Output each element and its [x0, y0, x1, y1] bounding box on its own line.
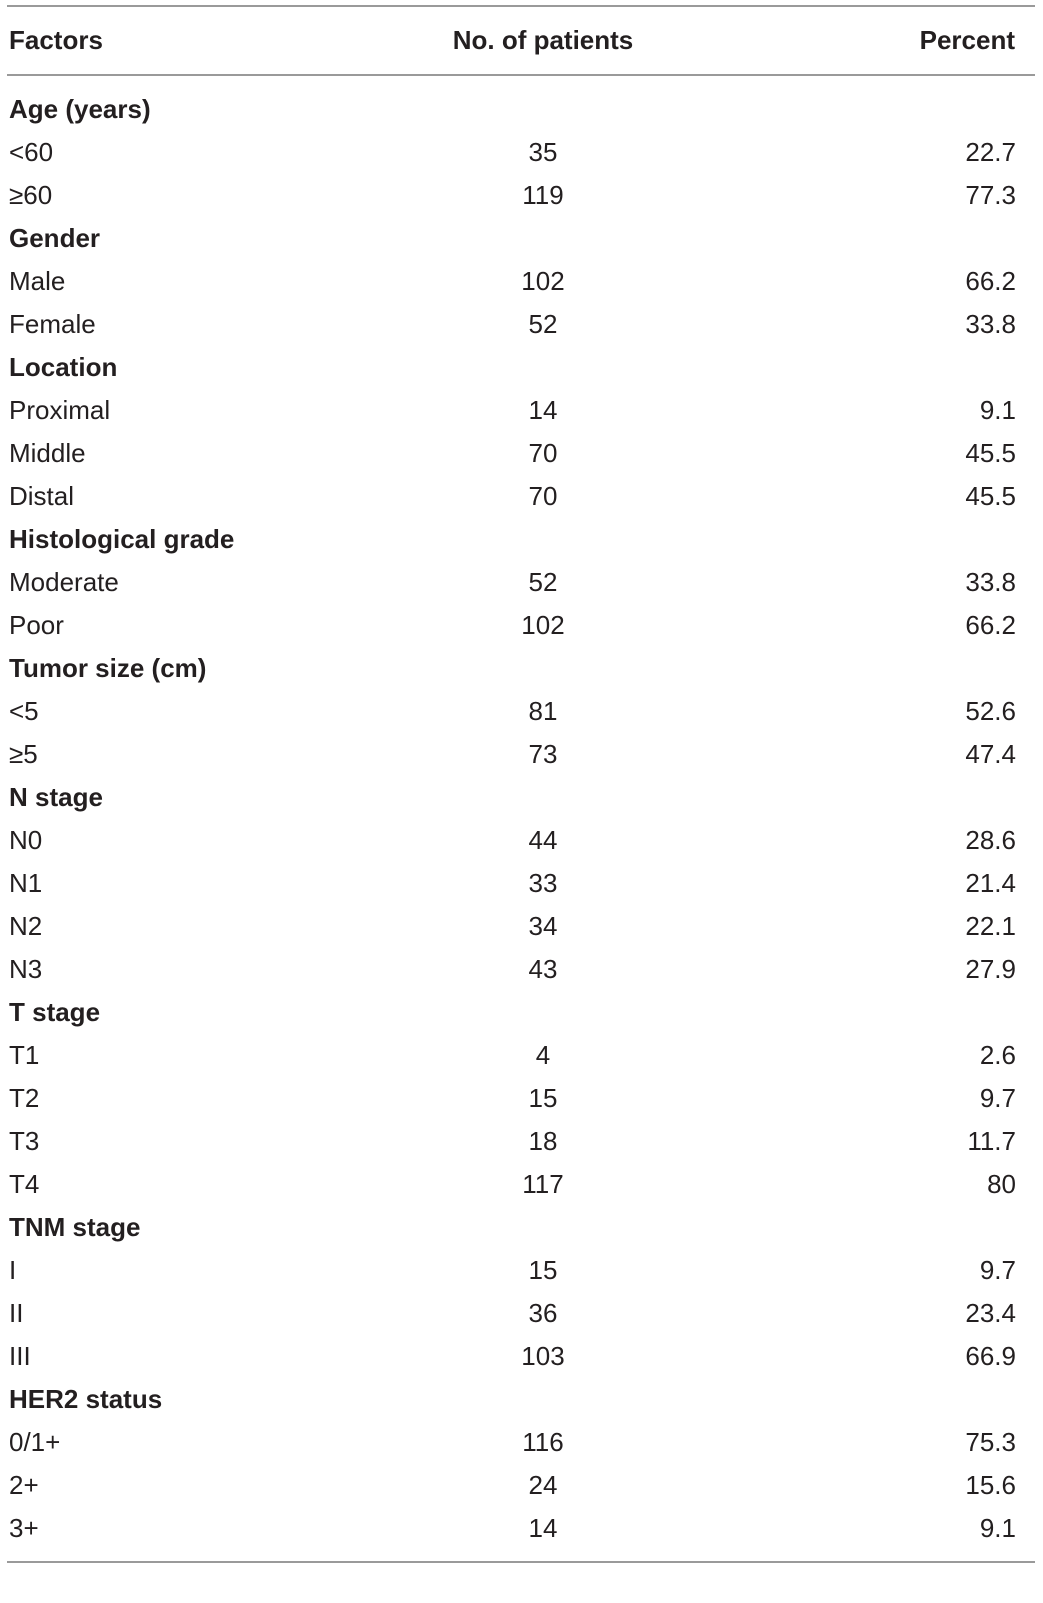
patient-count: 102 [521, 610, 565, 640]
percent-value: 9.1 [979, 1513, 1016, 1543]
table-row [0, 905, 1043, 948]
percent-value: 33.8 [965, 567, 1016, 597]
group-heading-row [0, 1206, 1043, 1249]
patient-count: 43 [528, 954, 558, 984]
group-title: T stage [9, 997, 101, 1027]
percent-value: 21.4 [965, 868, 1016, 898]
table-row [0, 1292, 1043, 1335]
patient-count: 81 [528, 696, 558, 726]
group-title: HER2 status [9, 1384, 163, 1414]
group-title: N stage [9, 782, 103, 812]
group-title: Histological grade [9, 524, 235, 554]
factor-label: I [9, 1255, 17, 1285]
group-heading-row [0, 647, 1043, 690]
patient-count: 36 [528, 1298, 558, 1328]
percent-value: 2.6 [979, 1040, 1016, 1070]
group-title: TNM stage [9, 1212, 141, 1242]
table-row [0, 1464, 1043, 1507]
table-row [0, 1077, 1043, 1120]
group-title: Location [9, 352, 118, 382]
factor-label: N2 [9, 911, 43, 941]
table-row [0, 1120, 1043, 1163]
patient-count: 34 [528, 911, 558, 941]
group-title: Age (years) [9, 94, 151, 124]
header-row [0, 19, 1043, 62]
factor-label: Proximal [9, 395, 111, 425]
factor-label: ≥60 [9, 180, 53, 210]
factor-label: II [9, 1298, 24, 1328]
patient-count: 103 [521, 1341, 565, 1371]
factor-label: 2+ [9, 1470, 39, 1500]
group-heading-row [0, 1378, 1043, 1421]
group-heading-row [0, 88, 1043, 131]
table-row [0, 1507, 1043, 1550]
factor-label: III [9, 1341, 31, 1371]
percent-value: 77.3 [965, 180, 1016, 210]
factor-label: Moderate [9, 567, 119, 597]
percent-value: 66.2 [965, 266, 1016, 296]
table-row [0, 1335, 1043, 1378]
table-row [0, 1034, 1043, 1077]
table-row [0, 604, 1043, 647]
factor-label: Male [9, 266, 66, 296]
factor-label: Middle [9, 438, 86, 468]
table-row [0, 862, 1043, 905]
patient-count: 33 [528, 868, 558, 898]
percent-value: 9.7 [979, 1255, 1016, 1285]
factor-label: <60 [9, 137, 54, 167]
patient-count: 14 [528, 395, 558, 425]
group-title: Tumor size (cm) [9, 653, 207, 683]
percent-value: 33.8 [965, 309, 1016, 339]
factor-label: 0/1+ [9, 1427, 61, 1457]
patient-count: 15 [528, 1083, 558, 1113]
patient-count: 70 [528, 438, 558, 468]
table-row [0, 389, 1043, 432]
factor-label: N0 [9, 825, 43, 855]
table-row [0, 948, 1043, 991]
table-row [0, 1163, 1043, 1206]
header-rule [7, 74, 1035, 76]
percent-value: 52.6 [965, 696, 1016, 726]
table-row [0, 733, 1043, 776]
percent-value: 23.4 [965, 1298, 1016, 1328]
percent-value: 9.1 [979, 395, 1016, 425]
factor-label: T1 [9, 1040, 40, 1070]
patient-count: 73 [528, 739, 558, 769]
patient-count: 14 [528, 1513, 558, 1543]
table-row [0, 174, 1043, 217]
patient-count: 117 [522, 1169, 564, 1199]
header-patients: No. of patients [452, 25, 634, 55]
percent-value: 15.6 [965, 1470, 1016, 1500]
group-heading-row [0, 346, 1043, 389]
factor-label: Distal [9, 481, 75, 511]
patient-count: 24 [528, 1470, 558, 1500]
patient-count: 35 [528, 137, 558, 167]
table-row [0, 475, 1043, 518]
percent-value: 80 [987, 1169, 1016, 1199]
factor-label: T3 [9, 1126, 40, 1156]
table-row [0, 561, 1043, 604]
percent-value: 45.5 [965, 481, 1016, 511]
factor-label: Female [9, 309, 96, 339]
table-row [0, 819, 1043, 862]
percent-value: 28.6 [965, 825, 1016, 855]
factor-label: ≥5 [9, 739, 38, 769]
percent-value: 75.3 [965, 1427, 1016, 1457]
factor-label: <5 [9, 696, 39, 726]
patient-count: 119 [522, 180, 564, 210]
patient-count: 52 [528, 567, 558, 597]
patient-count: 18 [528, 1126, 558, 1156]
factor-label: N3 [9, 954, 43, 984]
table-row [0, 303, 1043, 346]
table-row [0, 1421, 1043, 1464]
group-heading-row [0, 217, 1043, 260]
percent-value: 45.5 [965, 438, 1016, 468]
group-title: Gender [9, 223, 101, 253]
patient-count: 44 [528, 825, 558, 855]
percent-value: 66.2 [965, 610, 1016, 640]
factor-label: N1 [9, 868, 43, 898]
factor-label: 3+ [9, 1513, 39, 1543]
factor-label: Poor [9, 610, 64, 640]
percent-value: 27.9 [965, 954, 1016, 984]
percent-value: 22.1 [965, 911, 1016, 941]
patient-count: 70 [528, 481, 558, 511]
group-heading-row [0, 518, 1043, 561]
header-percent: Percent [919, 25, 1015, 55]
percent-value: 22.7 [965, 137, 1016, 167]
patient-count: 116 [522, 1427, 564, 1457]
table-row [0, 1249, 1043, 1292]
patient-count: 52 [528, 309, 558, 339]
percent-value: 66.9 [965, 1341, 1016, 1371]
group-heading-row [0, 991, 1043, 1034]
percent-value: 47.4 [965, 739, 1016, 769]
factor-label: T2 [9, 1083, 40, 1113]
percent-value: 9.7 [979, 1083, 1016, 1113]
table-row [0, 131, 1043, 174]
header-factors: Factors [9, 25, 103, 55]
table-row [0, 260, 1043, 303]
patient-count: 15 [528, 1255, 558, 1285]
bottom-rule [7, 1561, 1035, 1563]
factor-label: T4 [9, 1169, 40, 1199]
table-row [0, 690, 1043, 733]
percent-value: 11.7 [967, 1126, 1016, 1156]
patient-count: 4 [535, 1040, 551, 1070]
patient-count: 102 [521, 266, 565, 296]
group-heading-row [0, 776, 1043, 819]
top-rule [7, 5, 1035, 7]
table-row [0, 432, 1043, 475]
